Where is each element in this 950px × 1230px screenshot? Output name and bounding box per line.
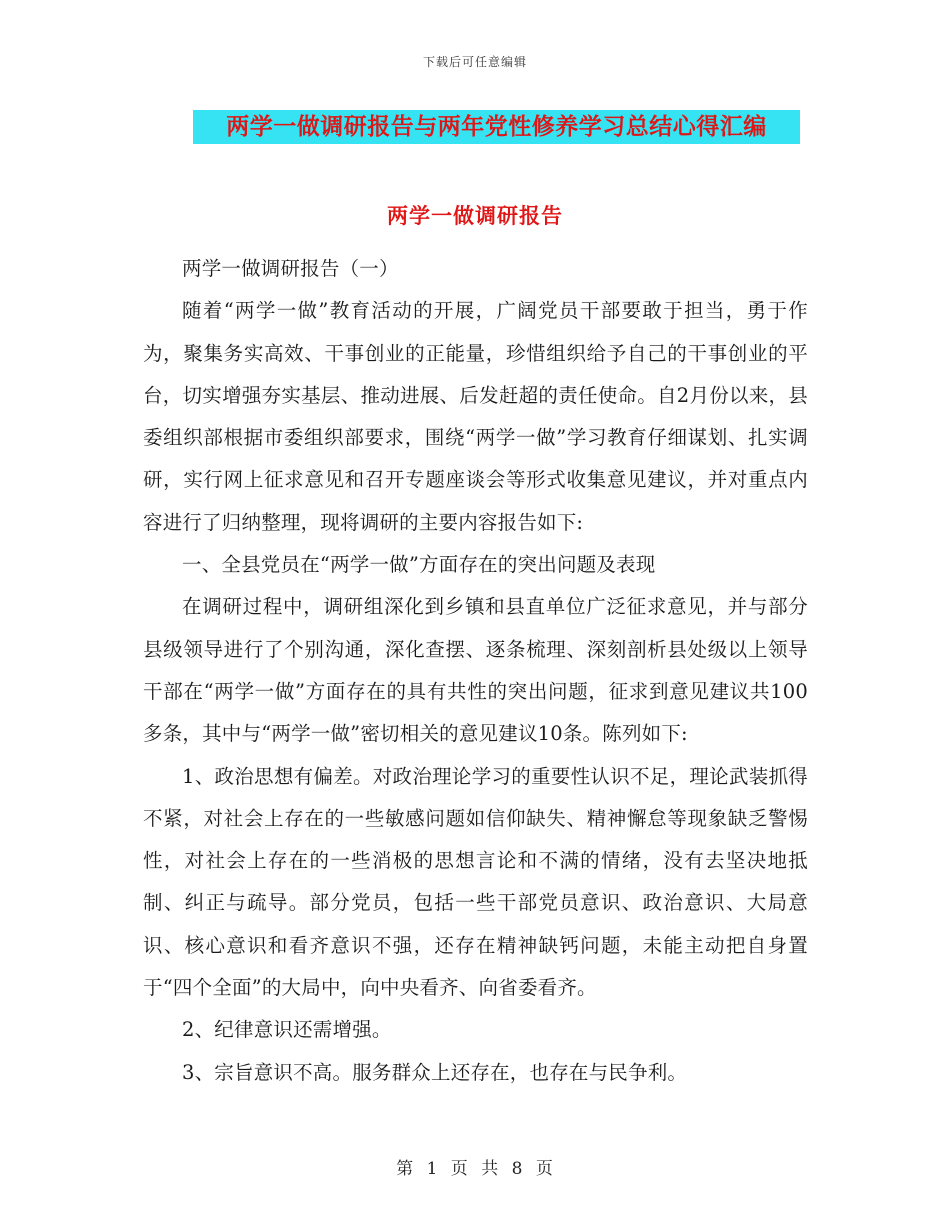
paragraph-item-2: 2、纪律意识还需增强。 [182,1018,392,1042]
paragraph-heading: 两学一做调研报告（一） [182,257,399,280]
paragraph-survey: 在调研过程中，调研组深化到乡镇和县直单位广泛征求意见，并与部分县级领导进行了个别沟通，深化查摆、逐条梳理、深刻剖析县处级以上领导干部在“两学一做”方面存在的具有共性的突出问题，征求到意见建议共100多条，其中与“两学一做”密切相关的意见建议10条。陈列如下: [143,595,808,746]
header-note: 下载后可任意编辑 [422,55,527,69]
paragraph-item-3: 3、宗旨意识不高。服务群众上还存在，也存在与民争利。 [182,1060,688,1084]
main-title-highlight [193,110,800,144]
document-body [143,248,808,1094]
main-title: 两学一做调研报告与两年党性修养学习总结心得汇编 [226,114,767,140]
section-title: 两学一做调研报告 [387,204,563,228]
paragraph-item-1: 1、政治思想有偏差。对政治理论学习的重要性认识不足，理论武装抓得不紧，对社会上存在的一些敏感问题如信仰缺失、精神懈怠等现象缺乏警惕性，对社会上存在的一些消极的思想言论和不满的情绪，没有去坚决地抵制、纠正与疏导。部分党员，包括一些干部党员意识、政治意识、大局意识、核心意识和看齐意识不强，还存在精神缺钙问题，未能主动把自身置于“四个全面”的大局中，向中央看齐、向省委看齐。 [143,764,808,1000]
page-number: 第 1 页 共 8 页 [396,1159,554,1179]
paragraph-intro: 随着“两学一做”教育活动的开展，广阔党员干部要敢于担当，勇于作为，聚集务实高效、干事创业的正能量，珍惜组织给予自己的干事创业的平台，切实增强夯实基层、推动进展、后发赶超的责任使命。自2月份以来，县委组织部根据市委组织部要求，围绕“两学一做”学习教育仔细谋划、扎实调研，实行网上征求意见和召开专题座谈会等形式收集意见建议，并对重点内容进行了归纳整理，现将调研的主要内容报告如下: [143,299,808,534]
paragraph-section-heading: 一、全县党员在“两学一做”方面存在的突出问题及表现 [182,553,656,577]
